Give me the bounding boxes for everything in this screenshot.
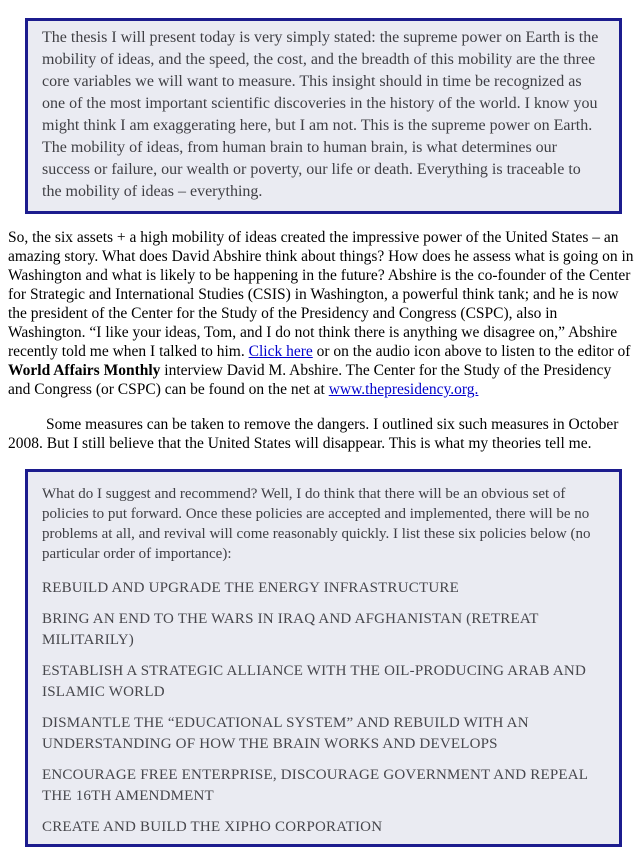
- policy-item-xipho: CREATE AND BUILD THE XIPHO CORPORATION: [42, 819, 383, 835]
- article-paragraph-text-1: So, the six assets + a high mobility of ideas created the impressive power of the United States – an amazing story. What does David Abshire think about things? How does he assess what is going on in Washington and what is likely to be happening in the future? Abshire is the co-founder of the Center for Strategic and International Studies (CSIS) in Washington, a powerful think tank; and he is now the president of the Center for the Study of the Presidency and Congress (CSPC), also in Washington. “I like your ideas, Tom, and I do not think there is anything we disagree on,” Abshire recently told me when I talked to him.: [8, 229, 634, 360]
- policy-item-energy: REBUILD AND UPGRADE THE ENERGY INFRASTRUCTURE: [42, 580, 459, 596]
- policy-item-education: DISMANTLE THE “EDUCATIONAL SYSTEM” AND REBUILD WITH AN UNDERSTANDING OF HOW THE BRAIN WORKS AND DEVELOPS: [42, 715, 529, 752]
- article-paragraph-text-2: or on the audio icon above to listen to the editor of: [312, 343, 631, 360]
- policy-item-alliance: ESTABLISH A STRATEGIC ALLIANCE WITH THE OIL-PRODUCING ARAB AND ISLAMIC WORLD: [42, 663, 586, 700]
- policy-item-wars: BRING AN END TO THE WARS IN IRAQ AND AFGHANISTAN (RETREAT MILITARILY): [42, 611, 539, 648]
- publication-name: World Affairs Monthly: [8, 362, 161, 379]
- thesis-quote-box: [25, 18, 622, 214]
- article-paragraph-text-3: interview David M. Abshire. The Center for the Study of the Presidency and Congress (or CSPC) can be found on the net at: [8, 362, 612, 398]
- measures-paragraph: [8, 415, 634, 453]
- document-page: [0, 18, 642, 853]
- policy-intro: What do I suggest and recommend? Well, I do think that there will be an obvious set of policies to put forward. Once these policies are accepted and implemented, there will be no problems at all, and revival will come reasonably quickly. I list these six policies below (no particular order of importance):: [42, 486, 591, 562]
- policy-box: [25, 469, 622, 847]
- click-here-link[interactable]: Click here: [248, 343, 313, 360]
- article-paragraph: [8, 228, 634, 399]
- measures-paragraph-text: Some measures can be taken to remove the dangers. I outlined six such measures in October 2008. But I still believe that the United States will disappear. This is what my theories tell me.: [8, 416, 619, 452]
- policy-item-enterprise: ENCOURAGE FREE ENTERPRISE, DISCOURAGE GOVERNMENT AND REPEAL THE 16TH AMENDMENT: [42, 767, 588, 804]
- presidency-url-link[interactable]: www.thepresidency.org.: [328, 381, 479, 398]
- thesis-quote-text: The thesis I will present today is very simply stated: the supreme power on Earth is the mobility of ideas, and the speed, the cost, and the breadth of this mobility are the three core variables we will want to measure. This insight should in time be recognized as one of the most important scientific discoveries in the history of the world. I know you might think I am exaggerating here, but I am not. This is the supreme power on Earth. The mobility of ideas, from human brain to human brain, is what determines our success or failure, our wealth or poverty, our life or death. Everything is traceable to the mobility of ideas – everything.: [42, 29, 599, 200]
